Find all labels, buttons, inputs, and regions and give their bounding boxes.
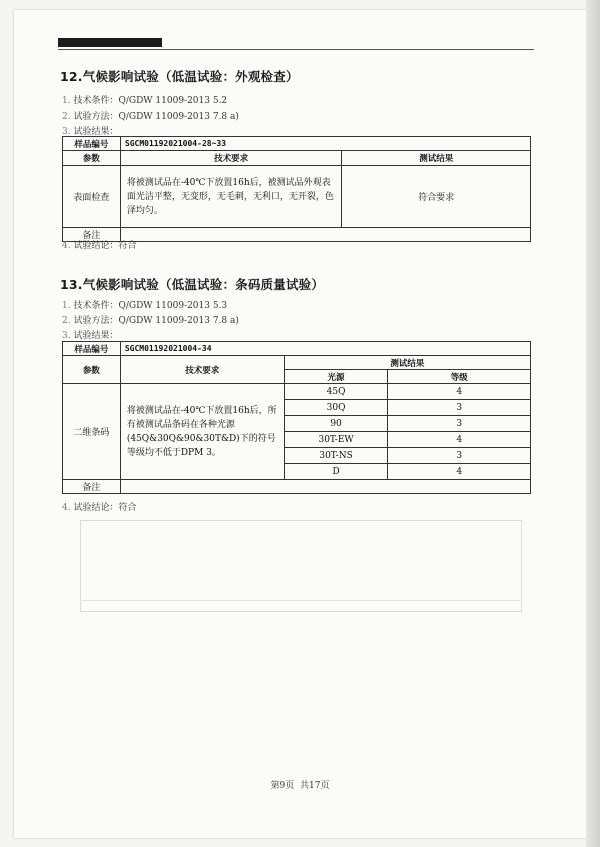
section-13-title: 13.气候影响试验（低温试验：条码质量试验） xyxy=(60,277,325,292)
light-cell: 45Q xyxy=(284,384,388,400)
section-12-method-line: 2. 试验方法：Q/GDW 11009-2013 7.8 a) xyxy=(62,112,239,122)
header-redaction-bar xyxy=(58,38,162,47)
tech-label: 技术条件： xyxy=(73,301,119,311)
section-13-tech-line: 1. 技术条件：Q/GDW 11009-2013 5.3 xyxy=(62,301,228,311)
conclusion-label: 试验结论： xyxy=(73,503,119,513)
col-result-header: 测试结果 xyxy=(342,151,531,166)
tech-value: Q/GDW 11009-2013 5.3 xyxy=(118,301,228,311)
section-12-title: 12.气候影响试验（低温试验：外观检查） xyxy=(60,69,299,84)
method-label: 试验方法： xyxy=(73,316,119,326)
sample-id-label: 样品编号 xyxy=(63,342,121,356)
tech-value: Q/GDW 11009-2013 5.2 xyxy=(118,96,228,106)
page-total: 共17页 xyxy=(300,781,330,791)
grade-cell: 4 xyxy=(388,384,531,400)
section-12-result-line: 3. 试验结果： xyxy=(62,127,119,137)
col-req-header: 技术要求 xyxy=(120,151,342,166)
conclusion-label: 试验结论： xyxy=(73,241,119,251)
result-label: 试验结果： xyxy=(73,331,119,341)
method-label: 试验方法： xyxy=(73,112,119,122)
note-label: 备注 xyxy=(63,480,121,494)
section-13-result-line: 3. 试验结果： xyxy=(62,331,119,341)
bleed-through-line-ghost xyxy=(80,600,520,601)
section-12-conclusion: 4. 试验结论：符合 xyxy=(62,241,137,251)
light-cell: D xyxy=(284,464,388,480)
light-cell: 90 xyxy=(284,416,388,432)
grade-cell: 4 xyxy=(388,432,531,448)
grade-cell: 3 xyxy=(388,416,531,432)
grade-cell: 3 xyxy=(388,448,531,464)
col-req-header: 技术要求 xyxy=(120,356,284,384)
light-cell: 30Q xyxy=(284,400,388,416)
param-cell: 二维条码 xyxy=(63,384,121,480)
method-value: Q/GDW 11009-2013 7.8 a) xyxy=(118,316,239,326)
requirement-cell: 将被测试品在-40℃下放置16h后，所有被测试品条码在各种光源(45Q&30Q&90&30T&D)下的符号等级均不低于DPM 3。 xyxy=(120,384,284,480)
conclusion-value: 符合 xyxy=(118,241,137,251)
section-13-method-line: 2. 试验方法：Q/GDW 11009-2013 7.8 a) xyxy=(62,316,239,326)
light-cell: 30T-EW xyxy=(284,432,388,448)
section-13-table xyxy=(62,341,531,494)
col-param-header: 参数 xyxy=(63,356,121,384)
sample-id-label: 样品编号 xyxy=(63,137,121,151)
sample-id-value: SGCM01192021004-34 xyxy=(120,342,530,356)
section-12-tech-line: 1. 技术条件：Q/GDW 11009-2013 5.2 xyxy=(62,96,228,106)
sample-id-value: SGCM01192021004-28~33 xyxy=(120,137,530,151)
conclusion-value: 符合 xyxy=(118,503,137,513)
sub-light-header: 光源 xyxy=(284,370,388,384)
grade-cell: 3 xyxy=(388,400,531,416)
col-result-header: 测试结果 xyxy=(284,356,530,370)
section-13-conclusion: 4. 试验结论：符合 xyxy=(62,503,137,513)
scan-edge-shadow xyxy=(586,0,600,847)
note-label: 备注 xyxy=(63,228,121,242)
note-value xyxy=(120,228,530,242)
tech-label: 技术条件： xyxy=(73,96,119,106)
col-param-header: 参数 xyxy=(63,151,121,166)
page-footer xyxy=(0,778,600,791)
sub-grade-header: 等级 xyxy=(388,370,531,384)
page-number: 第9页 xyxy=(270,781,295,791)
requirement-cell: 将被测试品在-40℃下放置16h后，被测试品外观表面光洁平整，无变形，无毛刺，无利口，无开裂，色泽均匀。 xyxy=(120,166,342,228)
param-cell: 表面检查 xyxy=(63,166,121,228)
light-cell: 30T-NS xyxy=(284,448,388,464)
bleed-through-table-ghost xyxy=(80,520,522,612)
section-12-table xyxy=(62,136,531,242)
grade-cell: 4 xyxy=(388,464,531,480)
header-rule xyxy=(58,49,534,50)
result-label: 试验结果： xyxy=(73,127,119,137)
method-value: Q/GDW 11009-2013 7.8 a) xyxy=(118,112,239,122)
result-cell: 符合要求 xyxy=(342,166,531,228)
note-value xyxy=(120,480,530,494)
